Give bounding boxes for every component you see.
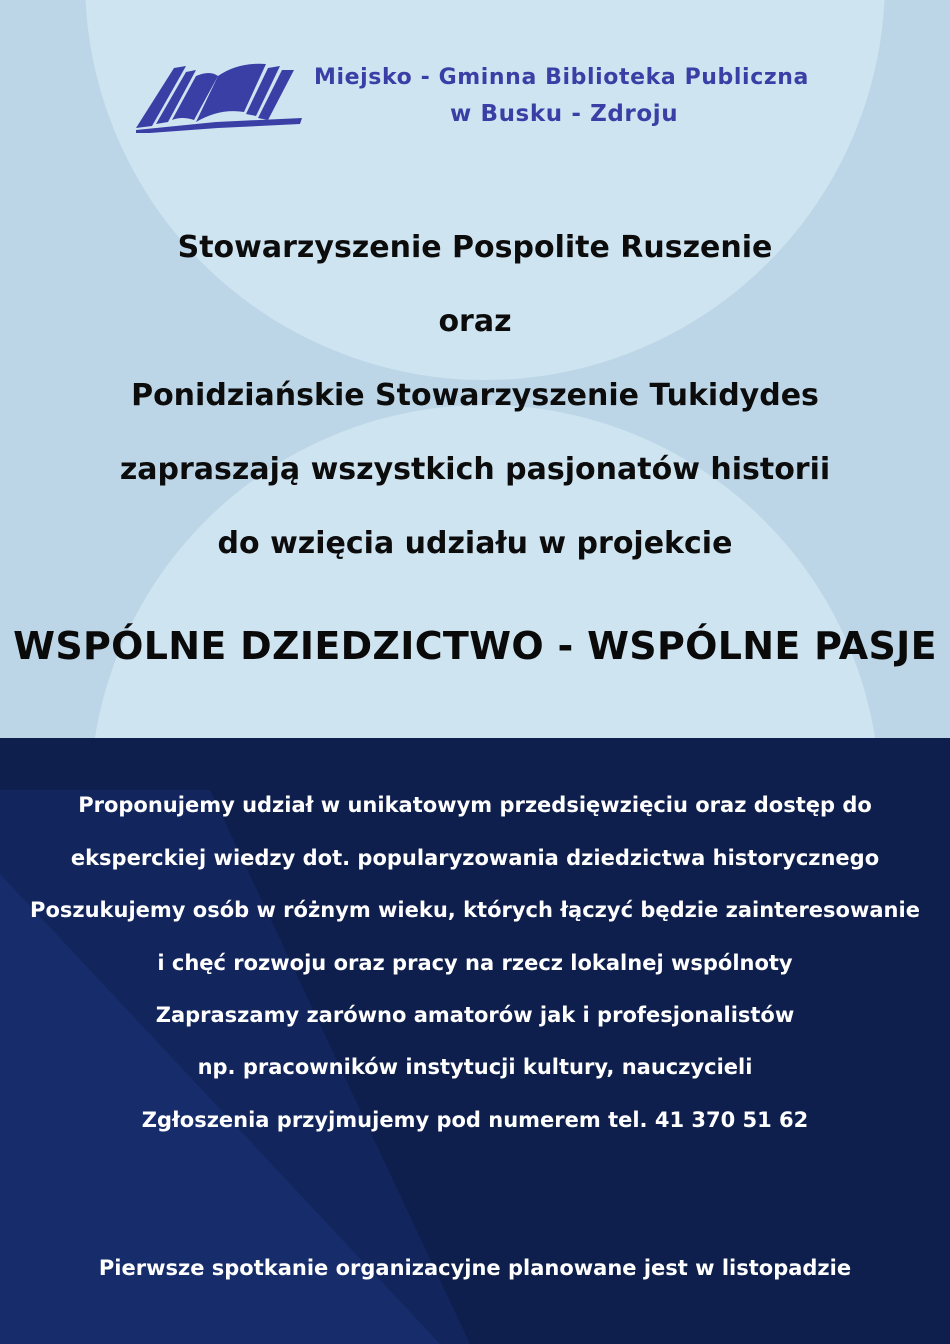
detail-line-2: eksperckiej wiedzy dot. popularyzowania dziedzictwa historycznego: [70, 846, 880, 870]
detail-line-5: Zapraszamy zarówno amatorów jak i profesjonalistów: [155, 1003, 795, 1027]
library-name-line1: Miejsko - Gminna Biblioteka Publiczna: [314, 65, 809, 90]
conjunction: oraz: [438, 304, 512, 339]
open-book-icon: [134, 58, 304, 133]
project-title: WSPÓLNE DZIEDZICTWO - WSPÓLNE PASJE: [13, 624, 937, 668]
detail-line-1: Proponujemy udział w unikatowym przedsięwzięciu oraz dostęp do: [78, 793, 872, 817]
organizer-2: Ponidziańskie Stowarzyszenie Tukidydes: [131, 378, 819, 413]
first-meeting-note: Pierwsze spotkanie organizacyjne planowane jest w listopadzie: [98, 1256, 852, 1280]
library-name-line2: w Busku - Zdroju: [450, 101, 679, 127]
detail-line-6: np. pracowników instytucji kultury, nauczycieli: [197, 1055, 753, 1079]
detail-line-3: Poszukujemy osób w różnym wieku, których łączyć będzie zainteresowanie: [30, 898, 920, 922]
invitation-line-1: zapraszają wszystkich pasjonatów historii: [119, 452, 831, 487]
organizer-1: Stowarzyszenie Pospolite Ruszenie: [177, 230, 773, 265]
contact-phone: Zgłoszenia przyjmujemy pod numerem tel. 41 370 51 62: [141, 1108, 809, 1132]
bottom-section: [0, 738, 950, 1344]
invitation-line-2: do wzięcia udziału w projekcie: [217, 526, 733, 561]
diagonal-decoration: [0, 738, 950, 1344]
detail-line-4: i chęć rozwoju oraz pracy na rzecz lokalnej wspólnoty: [157, 951, 793, 975]
library-logo: [134, 58, 824, 138]
